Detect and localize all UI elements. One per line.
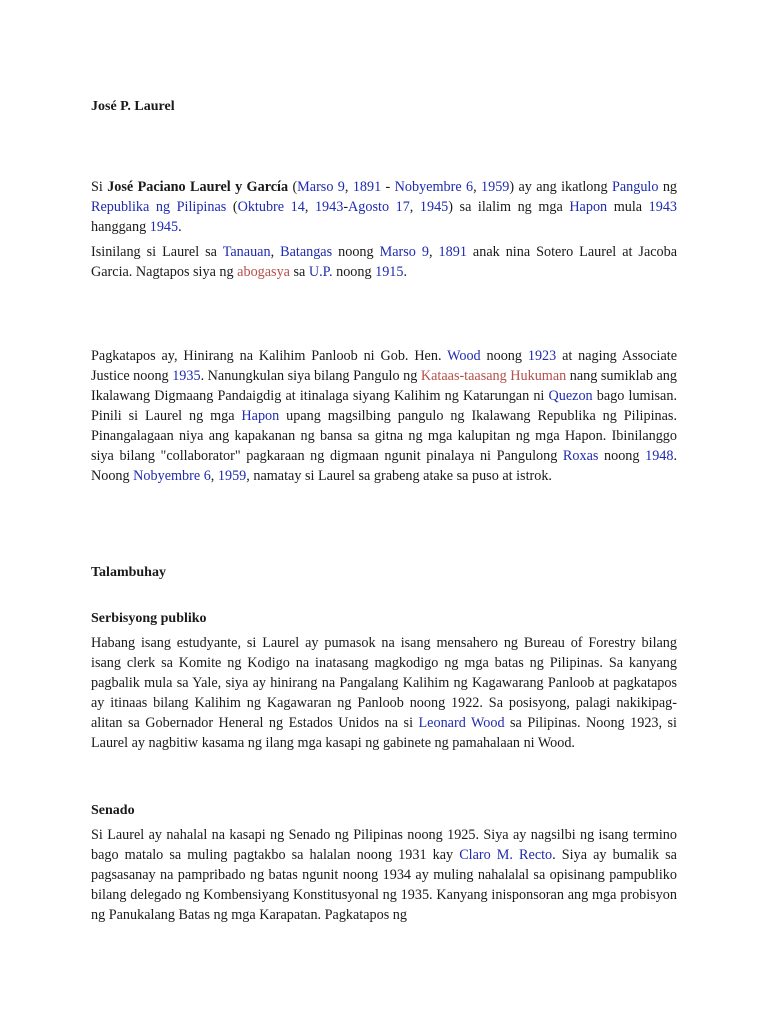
text: anak nina Sotero Laurel at Jacoba Garcia. Nagtapos siya ng (91, 244, 678, 280)
link-up[interactable]: U.P. (308, 264, 333, 280)
text: Si (91, 179, 108, 195)
link-abogasya[interactable]: abogasya (237, 264, 290, 280)
link-kataas-taasang-hukuman[interactable]: Kataas-taasang Hukuman (420, 368, 567, 384)
heading-senado: Senado (91, 803, 135, 818)
link-1915[interactable]: 1915 (375, 264, 404, 280)
text: ( (226, 199, 238, 215)
text: upang magsilbing pangulo ng Ikalawang Republika ng Pilipinas. Pinangalagaan niya ang kapakanan ng bansa sa gitna ng mga kalupitan ng mga Hapon. Ibinilanggo siya bilang "collaborator" pagkaraan ng digmaan ngunit pinalaya ni Pangulong (91, 408, 677, 464)
text: . Nanungkulan siya bilang Pangulo ng (200, 368, 421, 384)
text: . Noong (91, 448, 678, 484)
link-1948[interactable]: 1948 (645, 448, 674, 464)
text: ng (658, 179, 678, 195)
text: , namatay si Laurel sa grabeng atake sa puso at istrok. (246, 468, 552, 484)
link-death-date[interactable]: Nobyembre 6 (394, 179, 474, 195)
text: . (178, 219, 182, 235)
link-republika[interactable]: Republika ng Pilipinas (91, 199, 227, 215)
text: , (270, 244, 281, 260)
text: noong (332, 244, 380, 260)
link-marso[interactable]: Marso 9 (379, 244, 429, 260)
link-1945[interactable]: 1945 (419, 199, 449, 215)
birth-paragraph (91, 242, 677, 282)
link-nobyembre[interactable]: Nobyembre 6 (133, 468, 211, 484)
link-1959[interactable]: 1959 (217, 468, 247, 484)
text: mula (607, 199, 649, 215)
text: hanggang (91, 219, 150, 235)
link-wood[interactable]: Wood (447, 348, 481, 364)
text: sa Pilipinas. Noong 1923, si Laurel ay nagbitiw kasama ng ilang mga kasapi ng gabinete ng pamahalaan ni Wood. (91, 715, 677, 751)
text: noong (480, 348, 528, 364)
link-tanauan[interactable]: Tanauan (222, 244, 271, 260)
link-oktubre[interactable]: Oktubre 14 (237, 199, 305, 215)
text: ( (288, 179, 298, 195)
text: , (428, 244, 439, 260)
link-hapon[interactable]: Hapon (241, 408, 280, 424)
link-agosto[interactable]: Agosto 17 (348, 199, 410, 215)
link-1923[interactable]: 1923 (527, 348, 557, 364)
text: sa (289, 264, 309, 280)
text: Pagkatapos ay, Hinirang na Kalihim Panloob ni Gob. Hen. (91, 348, 448, 364)
text: bago lumisan. Pinili si Laurel ng mga (91, 388, 677, 424)
link-claro-m-recto[interactable]: Claro M. Recto (459, 847, 553, 863)
page-title: José P. Laurel (91, 99, 175, 114)
link-leonard-wood[interactable]: Leonard Wood (418, 715, 505, 731)
link-batangas[interactable]: Batangas (280, 244, 333, 260)
link-1943[interactable]: 1943 (648, 199, 677, 215)
text: nang sumiklab ang Ikalawang Digmaang Pandaigdig at itinalaga siyang Kalihim ng Katarungan ni (91, 368, 677, 404)
link-1935[interactable]: 1935 (172, 368, 201, 384)
heading-serbisyong-publiko: Serbisyong publiko (91, 611, 207, 626)
public-service-paragraph (91, 633, 677, 753)
text: . Siya ay bumalik sa pagsasanay na pampribado ng batas ngunit noong 1934 ay muling nahalalal sa opisinang pampubliko bilang delegado ng Kombensiyang Konstitusyonal ng 1935. Kanyang inisponsoran ang mga probisyon ng Panukalang Batas ng mga Karapatan. Pagkatapos ng (91, 847, 677, 923)
link-1943[interactable]: 1943 (314, 199, 344, 215)
link-quezon[interactable]: Quezon (548, 388, 593, 404)
text: , (304, 199, 315, 215)
link-1959[interactable]: 1959 (481, 179, 510, 195)
text: ) ay ang ikatlong (509, 179, 612, 195)
text: , (210, 468, 218, 484)
text: Si Laurel ay nahalal na kasapi ng Senado ng Pilipinas noong 1925. Siya ay nagsilbi ng isang termino bago matalo sa muling pagtakbo sa halalan noong 1931 kay (91, 827, 677, 863)
text: Isinilang si Laurel sa (91, 244, 223, 260)
text: , (473, 179, 481, 195)
text: . (403, 264, 408, 280)
text: noong (332, 264, 376, 280)
link-roxas[interactable]: Roxas (562, 448, 599, 464)
text: - (343, 199, 349, 215)
text: , (409, 199, 420, 215)
link-1945[interactable]: 1945 (149, 219, 179, 235)
senate-paragraph (91, 825, 677, 925)
link-hapon[interactable]: Hapon (569, 199, 608, 215)
career-paragraph (91, 346, 677, 486)
full-name: José Paciano Laurel y García (107, 179, 289, 195)
text: at naging Associate Justice noong (91, 348, 678, 384)
link-1891[interactable]: 1891 (352, 179, 382, 195)
text: , (344, 179, 353, 195)
text: - (381, 179, 395, 195)
link-pangulo[interactable]: Pangulo (611, 179, 659, 195)
intro-paragraph (91, 177, 677, 237)
text: ) sa ilalim ng mga (448, 199, 570, 215)
link-birth-date[interactable]: Marso 9 (297, 179, 345, 195)
text: Habang isang estudyante, si Laurel ay pumasok na isang mensahero ng Bureau of Forestry bilang isang clerk sa Komite ng Kodigo na inatasang magkodigo ng mga batas ng Pilipinas. Sa kanyang pagbalik mula sa Yale, siya ay hinirang na Pangalang Kalihim ng Kagawarang Panloob at pagkatapos ay itinaas bilang Kalihim ng Kagawaran ng Panloob noong 1922. Sa posisyong, palagi nakikipag-alitan sa Gobernador Heneral ng Estados Unidos na si (91, 635, 677, 731)
link-1891[interactable]: 1891 (438, 244, 467, 260)
text: noong (598, 448, 646, 464)
heading-talambuhay: Talambuhay (91, 565, 166, 580)
